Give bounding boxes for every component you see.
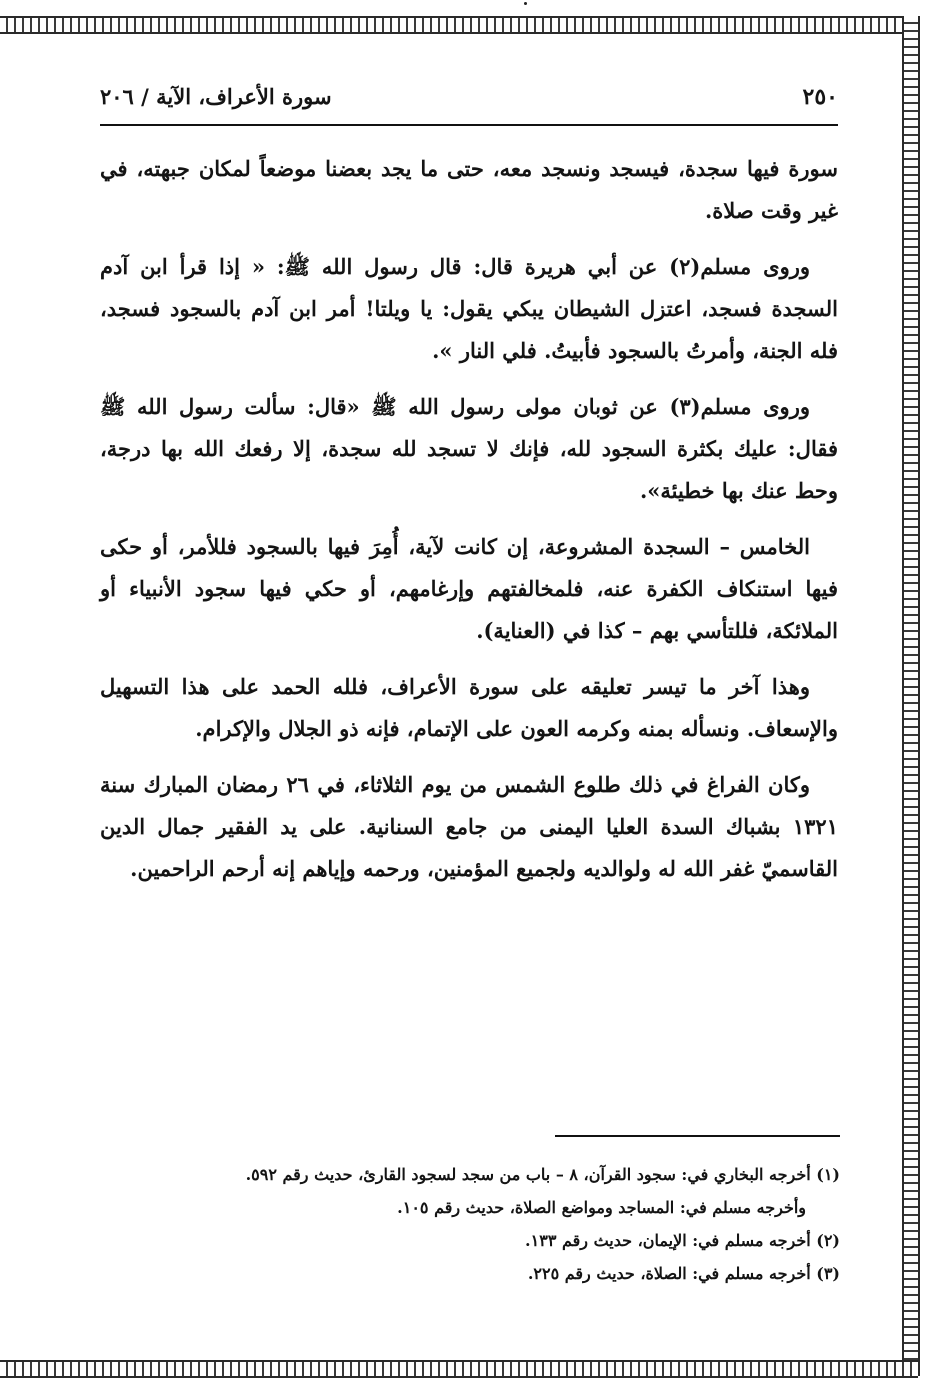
footnote-separator (555, 1135, 840, 1137)
paragraph: وروى مسلم(٣) عن ثوبان مولى رسول الله ﷺ «قال: سألت رسول الله ﷺ فقال: عليك بكثرة السجود لله، فإنك لا تسجد لله سجدة، إلا رفعك الله بها درجة، وحط عنك بها خطيئة». (100, 394, 838, 503)
decorative-border-bottom (0, 1360, 918, 1378)
paragraph: سورة فيها سجدة، فيسجد ونسجد معه، حتى ما يجد بعضنا موضعاً لمكان جبهته، في غير وقت صلاة. (100, 156, 838, 223)
paragraph: وهذا آخر ما تيسر تعليقه على سورة الأعراف، فلله الحمد على هذا التسهيل والإسعاف. ونسأله بمنه وكرمه العون على الإتمام، فإنه ذو الجلال والإكرام. (100, 674, 838, 741)
decorative-border-right (902, 16, 920, 1376)
main-text (100, 148, 838, 904)
footnote: (٣) أخرجه مسلم في: الصلاة، حديث رقم ٢٢٥. (527, 1264, 840, 1283)
footnote: (١) أخرجه البخاري في: سجود القرآن، ٨ – باب من سجد لسجود القارئ، حديث رقم ٥٩٢. (245, 1165, 840, 1184)
running-title: سورة الأعراف، الآية / ٢٠٦ (100, 84, 332, 109)
decorative-border-top (0, 16, 918, 34)
scan-dot (524, 2, 527, 5)
paragraph: وكان الفراغ في ذلك طلوع الشمس من يوم الثلاثاء، في ٢٦ رمضان المبارك سنة ١٣٢١ بشباك السدة العليا اليمنى من جامع السنانية. على يد الفقير جمال الدين القاسميّ غفر الله له ولوالديه ولجميع المؤمنين، ورحمه وإياهم إنه أرحم الراحمين. (100, 772, 838, 881)
paragraph: الخامس – السجدة المشروعة، إن كانت لآية، أُمِرَ فيها بالسجود فللأمر، أو حكى فيها استنكاف الكفرة عنه، فلمخالفتهم وإرغامهم، أو حكي فيها سجود الأنبياء أو الملائكة، فللتأسي بهم – كذا في (العناية). (100, 534, 838, 643)
footnote: (٢) أخرجه مسلم في: الإيمان، حديث رقم ١٣٣. (525, 1231, 840, 1250)
footnotes (140, 1158, 840, 1290)
footnote: وأخرجه مسلم في: المساجد ومواضع الصلاة، حديث رقم ١٠٥. (397, 1198, 806, 1217)
paragraph: وروى مسلم(٢) عن أبي هريرة قال: قال رسول الله ﷺ: « إذا قرأ ابن آدم السجدة فسجد، اعتزل الشيطان يبكي يقول: يا ويلتا! أمر ابن آدم بالسجود فسجد، فله الجنة، وأمرتُ بالسجود فأبيتُ. فلي النار ». (100, 254, 838, 363)
page-number: ٢٥٠ (802, 84, 838, 110)
page-header (100, 84, 838, 126)
